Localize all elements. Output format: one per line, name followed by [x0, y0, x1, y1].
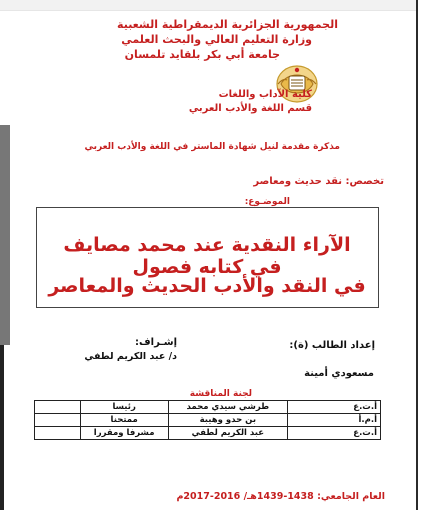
thesis-title-line-1: الآراء النقدية عند محمد مصايف في كتابه فصول: [63, 234, 351, 278]
scan-right-edge-line: [416, 0, 418, 510]
republic-name: الجمهورية الجزائرية الديمقراطية الشعبية: [117, 18, 338, 31]
thesis-title-line-2: في النقد والأدب الحديث والمعاصر: [48, 275, 366, 297]
scan-right-margin: [416, 0, 430, 510]
supervision-label: إشـراف:: [135, 337, 177, 348]
faculty-name: كلية الآداب واللغات: [218, 89, 312, 100]
department-name: قسم اللغة والأدب العربي: [188, 103, 312, 114]
scan-left-edge-lower: [0, 345, 4, 510]
committee-role: ممتحنا: [80, 414, 168, 427]
table-row: [35, 401, 381, 414]
committee-title: لجنة المناقشة: [189, 389, 252, 399]
university-name: جامعة أبي بكر بلقايد تلمسان: [124, 48, 280, 61]
committee-blank-cell: [35, 401, 81, 414]
committee-blank-cell: [35, 427, 81, 440]
committee-role: مشرفا ومقررا: [80, 427, 168, 440]
table-row: [35, 427, 381, 440]
supervisor-name: د/ عبد الكريم لطفي: [84, 351, 177, 362]
committee-rank: أ.ت.ع: [287, 427, 380, 440]
committee-blank-cell: [35, 414, 81, 427]
academic-year: العام الجامعي: 1438-1439هـ/ 2016-2017م: [176, 491, 385, 502]
specialization: تخصص: نقد حديث ومعاصر: [253, 176, 384, 187]
committee-table: [34, 400, 381, 440]
scan-top-bar: [0, 0, 430, 11]
committee-member-name: بن حدو وهيبة: [168, 414, 287, 427]
committee-member-name: طرشي سيدي محمد: [168, 401, 287, 414]
committee-rank: أ.ت.ع: [287, 401, 380, 414]
student-name: مسعودي أمينة: [304, 368, 374, 379]
committee-rank: أ.م.أ: [287, 414, 380, 427]
memo-statement: مذكرة مقدمة لنيل شهادة الماستر في اللغة والأدب العربي: [84, 142, 340, 152]
scan-left-edge: [0, 125, 10, 345]
committee-role: رئيسا: [80, 401, 168, 414]
table-row: [35, 414, 381, 427]
prepared-by-label: إعداد الطالب (ة):: [289, 340, 375, 351]
ministry-name: وزارة التعليم العالي والبحث العلمي: [121, 33, 312, 46]
subject-label: الموضـوع:: [244, 197, 290, 207]
committee-member-name: عبد الكريم لطفي: [168, 427, 287, 440]
